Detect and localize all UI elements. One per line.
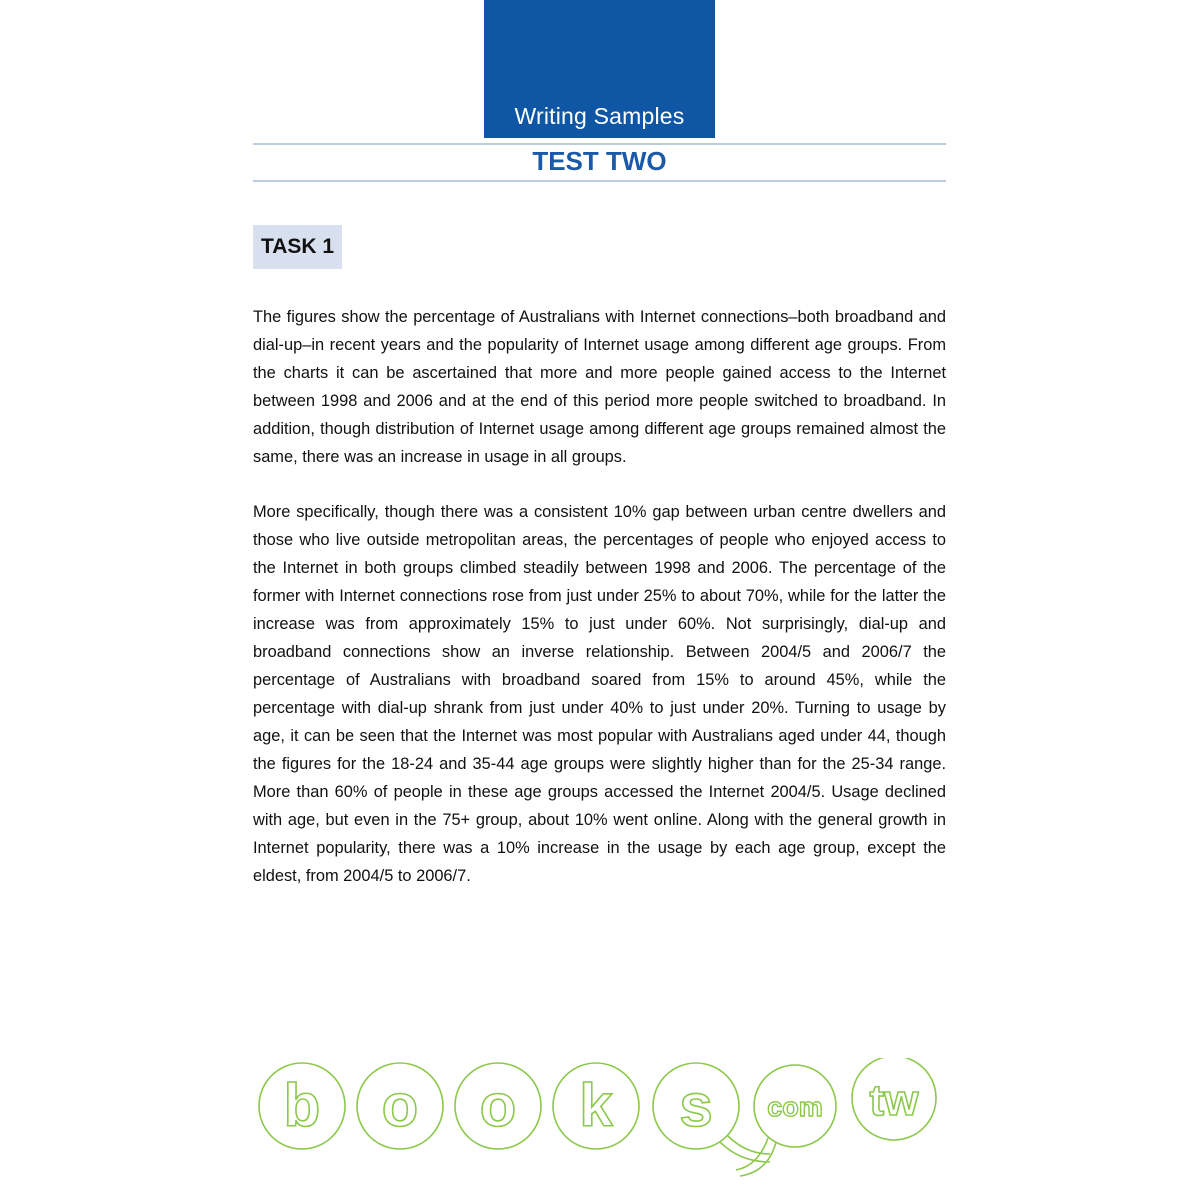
title-rule-top bbox=[253, 143, 946, 145]
svg-text:o: o bbox=[381, 1072, 419, 1139]
paragraph-1: The figures show the percentage of Australians with Internet connections–both broadband and dial-up–in recent years and the popularity of Internet usage among different age groups. From the charts it can be ascertained that more and more people gained access to the Internet between 1998 and 2006 and at the end of this period more people switched to broadband. In addition, though distribution of Internet usage among different age groups remained almost the same, there was an increase in usage in all groups. bbox=[253, 308, 946, 466]
svg-text:tw: tw bbox=[869, 1076, 919, 1125]
task-label: TASK 1 bbox=[253, 225, 342, 269]
svg-text:o: o bbox=[479, 1072, 517, 1139]
svg-text:b: b bbox=[283, 1072, 321, 1139]
svg-text:com: com bbox=[767, 1092, 823, 1122]
svg-text:k: k bbox=[579, 1072, 613, 1139]
header-tab bbox=[484, 0, 715, 138]
page-title: TEST TWO bbox=[532, 146, 667, 176]
paragraph-2: More specifically, though there was a consistent 10% gap between urban centre dwellers and those who live outside metropolitan areas, the percentages of people who enjoyed access to the Internet in both groups climbed steadily between 1998 and 2006. The percentage of the former with Internet connections rose from just under 25% to about 70%, while for the latter the increase was from approximately 15% to just under 60%. Not surprisingly, dial-up and broadband connections show an inverse relationship. Between 2004/5 and 2006/7 the percentage of Australians with broadband soared from 15% to around 45%, while the percentage with dial-up shrank from just under 40% to just under 20%. Turning to usage by age, it can be seen that the Internet was most popular with Australians aged under 44, though the figures for the 18-24 and 35-44 age groups were slightly higher than for the 25-34 range. More than 60% of people in these age groups accessed the Internet 2004/5. Usage declined with age, but even in the 75+ group, about 10% went online. Along with the general growth in Internet popularity, there was a 10% increase in the usage by each age group, except the eldest, from 2004/5 to 2006/7. bbox=[253, 503, 946, 885]
svg-text:s: s bbox=[679, 1072, 713, 1139]
header-tab-label: Writing Samples bbox=[514, 103, 685, 129]
title-rule-bottom bbox=[253, 180, 946, 182]
books-com-tw-watermark-logo bbox=[258, 1058, 948, 1178]
